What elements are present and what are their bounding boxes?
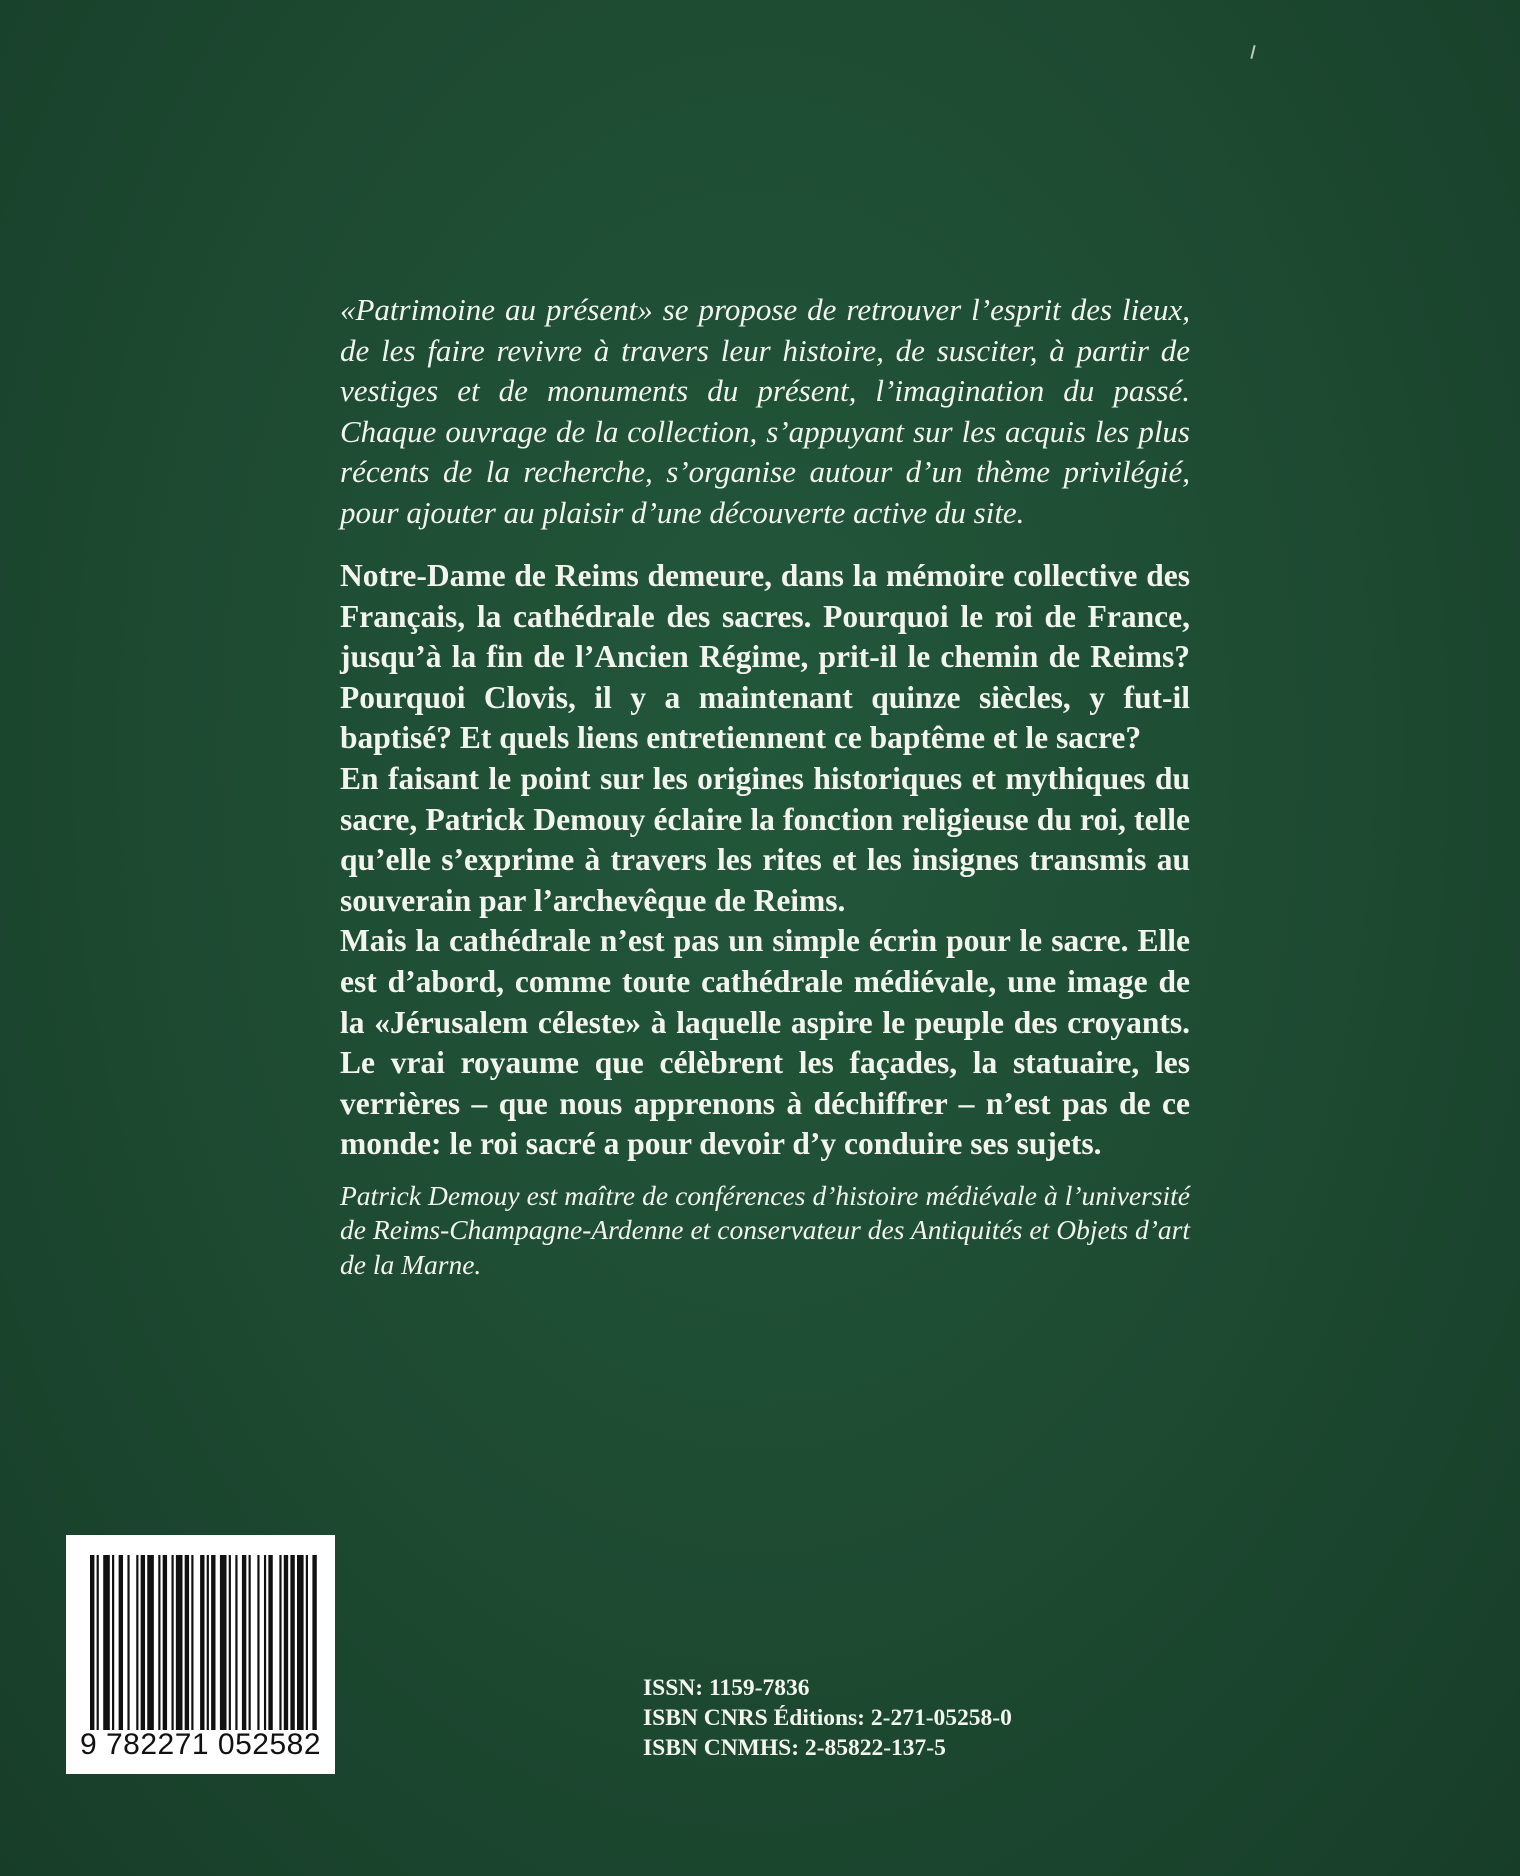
description-paragraph-2: En faisant le point sur les origines historiques et mythiques du sacre, Patrick Demouy éclaire la fonction religieuse du roi, telle qu’elle s’exprime à travers les rites et les insignes transmis au souverain par l’archevêque de Reims. bbox=[340, 760, 1190, 918]
author-bio: Patrick Demouy est maître de conférences d’histoire médiévale à l’université de Reims-Champagne-Ardenne et conservateur des Antiquités et Objets d’art de la Marne. bbox=[340, 1179, 1190, 1280]
barcode-bars-graphic bbox=[90, 1555, 319, 1730]
isbn-cnmhs-line: ISBN CNMHS: 2-85822-137-5 bbox=[643, 1735, 946, 1761]
cover-text bbox=[340, 290, 1190, 1282]
barcode-number: 9 782271 052582 bbox=[79, 1728, 322, 1761]
print-speck bbox=[1250, 45, 1255, 59]
identifiers-block bbox=[643, 1673, 1012, 1763]
collection-intro: «Patrimoine au présent» se propose de retrouver l’esprit des lieux, de les faire revivre à travers leur histoire, de susciter, à partir de vestiges et de monuments du présent, l’imagination du passé. Chaque ouvrage de la collection, s’appuyant sur les acquis les plus récents de la recherche, s’organise autour d’un thème privilégié, pour ajouter au plaisir d’une découverte active du site. bbox=[340, 292, 1190, 530]
description-paragraph-3: Mais la cathédrale n’est pas un simple écrin pour le sacre. Elle est d’abord, comme toute cathédrale médiévale, une image de la «Jérusalem céleste» à laquelle aspire le peuple des croyants. Le vrai royaume que célèbrent les façades, la statuaire, les verrières – que nous apprenons à déchiffrer – n’est pas de ce monde: le roi sacré a pour devoir d’y conduire ses sujets. bbox=[340, 923, 1190, 1162]
description-paragraph-1: Notre-Dame de Reims demeure, dans la mémoire collective des Français, la cathédrale des sacres. Pourquoi le roi de France, jusqu’à la fin de l’Ancien Régime, prit-il le chemin de Reims? Pourquoi Clovis, il y a maintenant quinze siècles, y fut-il baptisé? Et quels liens entretiennent ce baptême et le sacre? bbox=[340, 558, 1190, 756]
isbn-cnrs-line: ISBN CNRS Éditions: 2-271-05258-0 bbox=[643, 1705, 1012, 1731]
barcode bbox=[66, 1535, 335, 1774]
issn-line: ISSN: 1159-7836 bbox=[643, 1675, 810, 1701]
